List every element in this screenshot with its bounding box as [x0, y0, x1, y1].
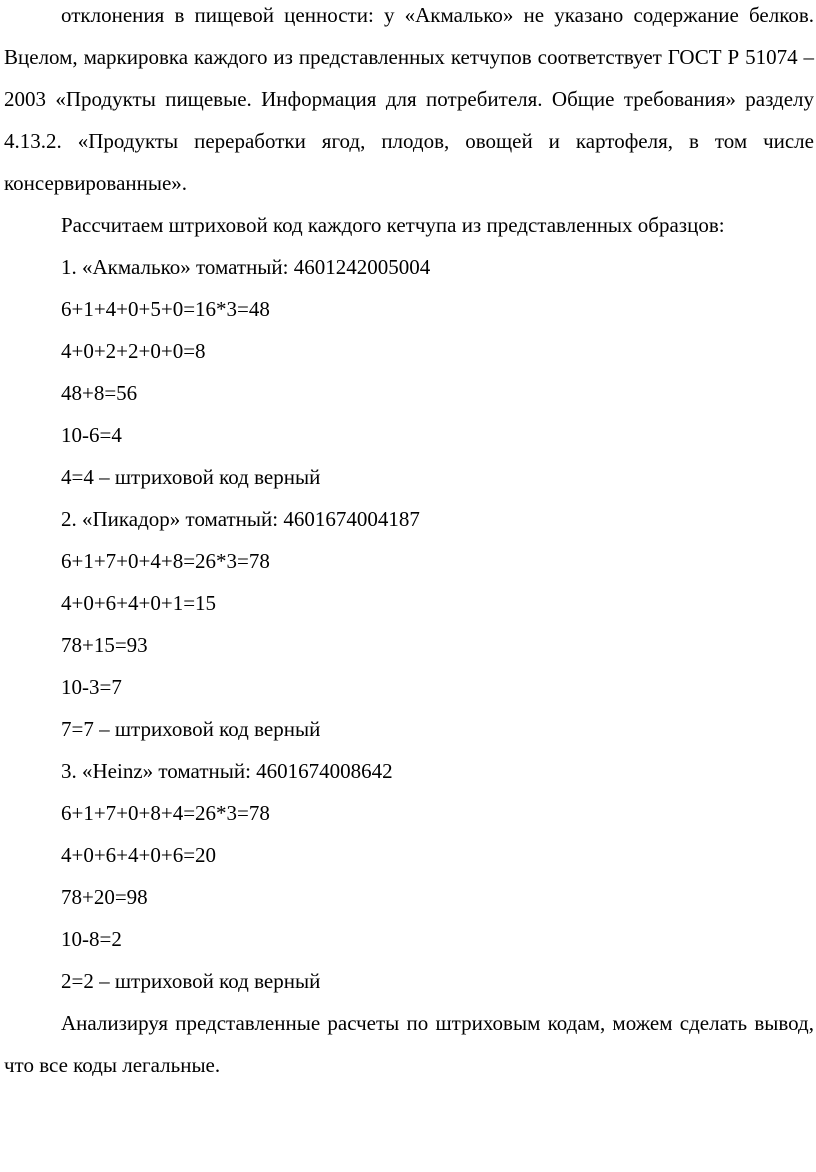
total-line: 78+20=98: [61, 885, 148, 909]
result-line: 2=2 – штриховой код верный: [61, 969, 321, 993]
odd-sum-line: 6+1+7+0+4+8=26*3=78: [61, 549, 270, 573]
total-line: 48+8=56: [61, 381, 138, 405]
check-digit-line: 10-3=7: [61, 675, 122, 699]
check-digit-line: 10-6=4: [61, 423, 122, 447]
sample-akmalko: [4, 246, 814, 498]
even-sum-line: 4+0+6+4+0+1=15: [61, 591, 217, 615]
sample-heinz: [4, 750, 814, 1002]
total-line: 78+15=93: [61, 633, 148, 657]
even-sum-line: 4+0+6+4+0+6=20: [61, 843, 217, 867]
sample-header: 1. «Акмалько» томатный: 4601242005004: [61, 255, 431, 279]
sample-header: 3. «Heinz» томатный: 4601674008642: [61, 759, 393, 783]
conclusion-paragraph: Анализируя представленные расчеты по штриховым кодам, можем сделать вывод, что все коды легальные.: [4, 1011, 814, 1077]
odd-sum-line: 6+1+7+0+8+4=26*3=78: [61, 801, 270, 825]
odd-sum-line: 6+1+4+0+5+0=16*3=48: [61, 297, 270, 321]
check-digit-line: 10-8=2: [61, 927, 122, 951]
result-line: 4=4 – штриховой код верный: [61, 465, 321, 489]
result-line: 7=7 – штриховой код верный: [61, 717, 321, 741]
sample-pikador: [4, 498, 814, 750]
intro-paragraph: отклонения в пищевой ценности: у «Акмалько» не указано содержание белков. Вцелом, маркировка каждого из представленных кетчупов соответствует ГОСТ Р 51074 – 2003 «Продукты пищевые. Информация для потребителя. Общие требования» разделу 4.13.2. «Продукты переработки ягод, плодов, овощей и картофеля, в том числе консервированные».: [4, 3, 814, 195]
task-paragraph: Рассчитаем штриховой код каждого кетчупа из представленных образцов:: [61, 213, 725, 237]
sample-header: 2. «Пикадор» томатный: 4601674004187: [61, 507, 420, 531]
even-sum-line: 4+0+2+2+0+0=8: [61, 339, 206, 363]
